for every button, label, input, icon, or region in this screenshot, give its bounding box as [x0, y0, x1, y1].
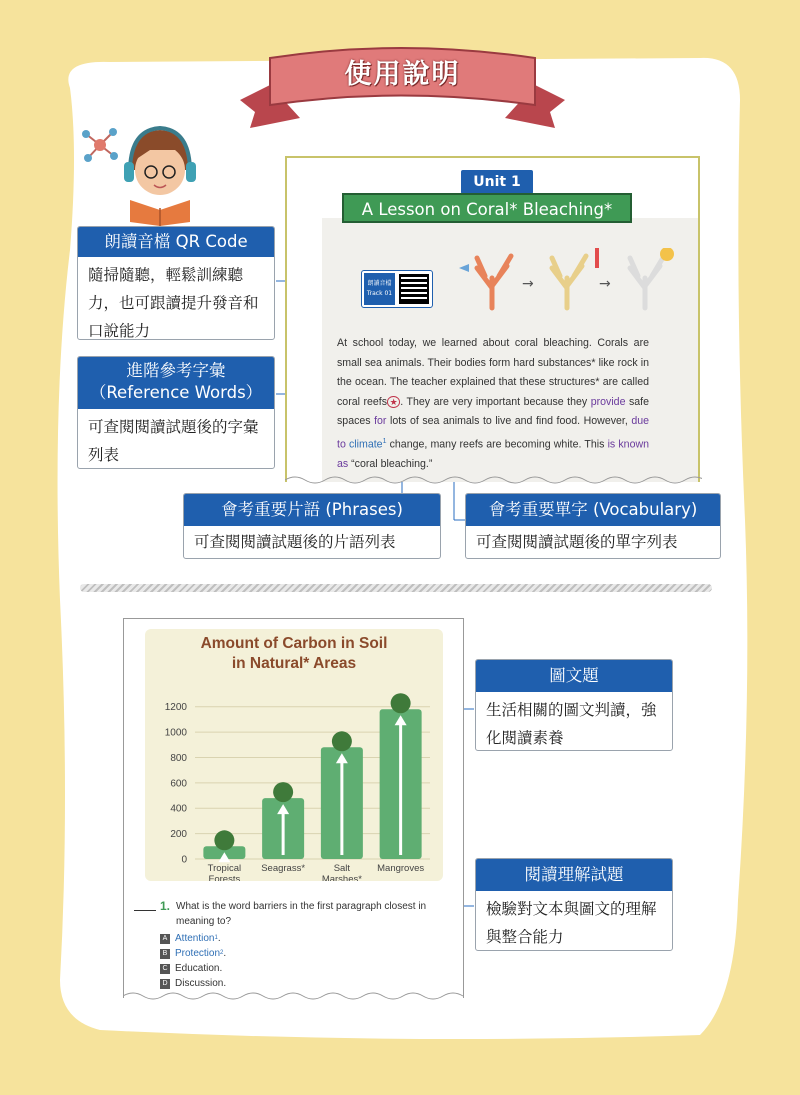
option-superscript: 1: [214, 935, 218, 941]
vocab-provide: provide: [590, 395, 626, 408]
answer-blank[interactable]: [134, 899, 156, 911]
answer-option[interactable]: [160, 976, 459, 991]
option-period: .: [217, 933, 221, 944]
reference-word-marker: ★: [389, 396, 399, 407]
passage-text-4: lots of sea animals to live and find food. However,: [386, 415, 632, 428]
chart-title-line2: in Natural* Areas: [231, 655, 357, 672]
phrase-is-known-as: is known as: [337, 438, 650, 471]
climate-superscript: 1: [382, 437, 387, 445]
phrase-due-to: due to: [337, 415, 649, 451]
callout-ref-body: 可查閱閱讀試題後的字彙列表: [88, 418, 259, 464]
x-tick-label: Marshes*: [321, 874, 362, 881]
y-tick-label: 200: [170, 829, 187, 841]
y-tick-label: 1000: [164, 727, 187, 739]
answer-options: [160, 931, 459, 991]
plant-icon: [391, 693, 411, 713]
option-superscript: 2: [220, 950, 224, 956]
vocab-climate: climate: [345, 438, 383, 451]
x-tick-label: Seagrass*: [261, 863, 306, 874]
passage-text-1: At school today, we learned about coral bleaching. Corals are small sea animals. Their bodies form hard substances* like rock in the ocean. The teacher explained that these structures* are called coral reefs: [337, 337, 649, 408]
callout-quiz-title: 閱讀理解試題: [476, 859, 672, 891]
option-text: Attention: [175, 933, 215, 944]
option-letter: B: [160, 949, 170, 959]
y-tick-label: 0: [181, 854, 187, 866]
x-tick-label: Mangroves: [377, 863, 425, 874]
carbon-bar-chart: [145, 629, 443, 881]
callout-graphic-title: 圖文題: [476, 660, 672, 692]
option-letter: D: [160, 979, 170, 989]
callout-reference-words: [77, 356, 275, 469]
torn-edge: [285, 474, 702, 486]
torn-edge-bottom: [123, 990, 466, 1002]
x-tick-label: Salt: [333, 863, 351, 874]
option-text: Education.: [175, 963, 223, 974]
plant-icon: [214, 830, 234, 850]
svg-text:→: →: [522, 276, 534, 292]
y-tick-label: 600: [170, 778, 187, 790]
option-letter: C: [160, 964, 170, 974]
question-number: 1.: [160, 899, 171, 913]
passage-text-5: change, many reefs are becoming white. This: [386, 438, 608, 451]
option-period: .: [223, 948, 227, 959]
callout-phrases: [183, 493, 441, 559]
passage-text-2: . They are very important because they: [400, 395, 591, 408]
y-tick-label: 400: [170, 803, 187, 815]
callout-ref-title-line1: 進階參考字彙: [126, 361, 226, 380]
callout-reading-quiz: [475, 858, 673, 951]
option-letter: A: [160, 934, 170, 944]
passage-text-6: “coral bleaching.”: [348, 458, 433, 471]
svg-text:→: →: [599, 276, 611, 292]
callout-graphic-question: [475, 659, 673, 751]
callout-vocab-title: 會考重要單字 (Vocabulary): [466, 494, 720, 526]
section-divider: [80, 584, 712, 592]
unit-tab: Unit 1: [461, 170, 533, 194]
lesson-page-preview: [285, 156, 700, 482]
chart-title-line1: Amount of Carbon in Soil: [200, 635, 388, 652]
callout-phrases-title: 會考重要片語 (Phrases): [184, 494, 440, 526]
banner-title: 使用說明: [344, 59, 461, 90]
chart-question-card: [123, 618, 464, 998]
callout-quiz-body: 檢驗對文本與圖文的理解與整合能力: [486, 900, 657, 946]
callout-graphic-body: 生活相關的圖文判讀，強化閱讀素養: [486, 701, 657, 747]
chart-panel: [145, 629, 443, 881]
answer-option[interactable]: [160, 931, 459, 946]
x-tick-label: Forests: [208, 874, 241, 881]
callout-qr-title: 朗讀音檔 QR Code: [78, 227, 274, 257]
plant-icon: [332, 731, 352, 751]
passage-text-3: safe spaces: [337, 395, 650, 428]
y-tick-label: 1200: [164, 702, 187, 714]
callout-qr-code: [77, 226, 275, 340]
answer-option[interactable]: [160, 946, 459, 961]
option-text: Discussion.: [175, 978, 227, 989]
callout-ref-title-line2: （Reference Words）: [89, 383, 263, 403]
quiz-question: [134, 899, 459, 991]
option-text: Protection: [175, 948, 221, 959]
y-tick-label: 800: [170, 752, 187, 764]
callout-vocab-body: 可查閱閱讀試題後的單字列表: [476, 533, 678, 551]
phrase-for: for: [374, 415, 387, 428]
lesson-title: A Lesson on Coral* Bleaching*: [342, 193, 632, 223]
answer-option[interactable]: [160, 961, 459, 976]
question-text: What is the word barriers in the first paragraph closest in meaning to?: [176, 901, 427, 927]
track-label-line2: Track 01: [366, 290, 393, 297]
track-label-line1: 朗讀音檔: [367, 280, 392, 287]
callout-ref-title: [78, 357, 274, 409]
callout-phrases-body: 可查閱閱讀試題後的片語列表: [194, 533, 396, 551]
plant-icon: [273, 782, 293, 802]
callout-qr-body: 隨掃隨聽，輕鬆訓練聽力，也可跟讀提升發音和口說能力: [88, 266, 259, 340]
x-tick-label: Tropical: [207, 863, 242, 874]
coral-bleaching-illustration: [327, 248, 697, 328]
callout-vocabulary: [465, 493, 721, 559]
lesson-passage: [337, 334, 649, 475]
